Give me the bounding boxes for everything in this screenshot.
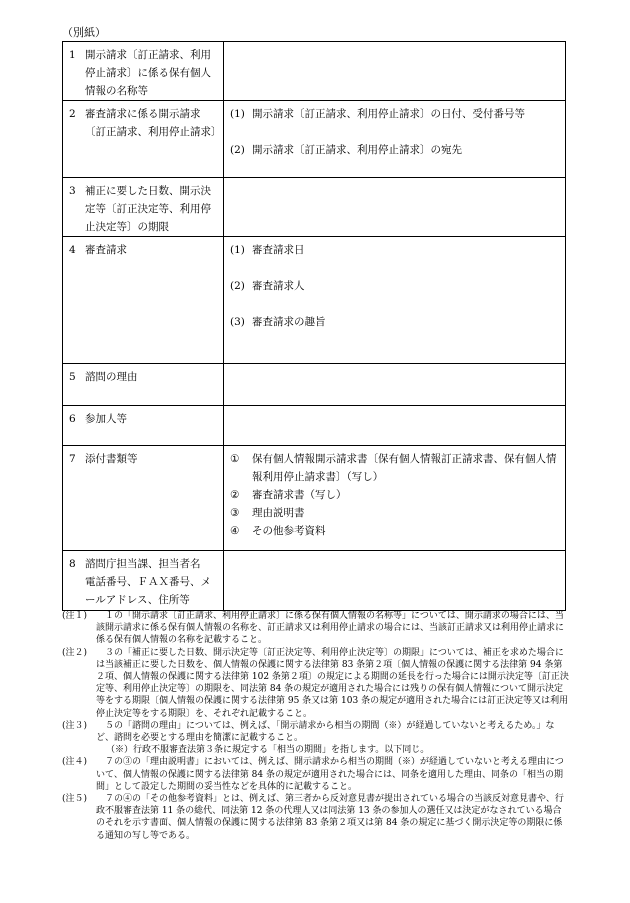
list-item: (3) 審査請求の趣旨 [230,316,326,328]
row-label-cell [63,364,224,406]
list-item: (1) 開示請求〔訂正請求、利用停止請求〕の日付、受付番号等 [230,108,525,120]
row-content-cell [224,42,566,101]
list-item: ④ その他参考資料 [230,525,326,537]
row-number: 4 [69,244,76,256]
row-content-cell [224,178,566,237]
row-number: 8 [69,558,76,570]
form-row [63,178,566,237]
note-3: (注３) ５の「諮問の理由」については、例えば、「開示請求から相当の期間（※）が経過していないと考えるため。」など、諮問を必要とする理由を簡潔に記載すること。 [62,720,555,744]
list-item: (1) 審査請求日 [230,244,305,256]
notes-section [62,610,570,842]
list-item: (2) 開示請求〔訂正請求、利用停止請求〕の宛先 [230,144,462,156]
row-label: 諮問の理由 [85,371,138,383]
row-content-cell [224,446,566,551]
row-content-cell [224,551,566,611]
row-content-cell [224,237,566,364]
list-item: ③ 理由説明書 [230,507,305,519]
row-content-cell [224,101,566,178]
note-3-footnote: （※）行政不服審査法第３条に規定する「相当の期間」を指します。以下同じ。 [106,745,430,756]
row-label-cell [63,446,224,551]
row-label: 審査請求に係る開示請求〔訂正請求、利用停止請求〕 [85,108,222,138]
row-label: 開示請求〔訂正請求、利用停止請求〕に係る保有個人情報の名称等 [85,49,211,97]
row-number: 6 [69,413,76,425]
form-row [63,237,566,364]
list-item: (2) 審査請求人 [230,280,305,292]
note-5: (注５) ７の④の「その他参考資料」とは、例えば、第三者から反対意見書が提出されている場合の当該反対意見書や、行政不服審査法第 11 条の総代、同法第 12 条の代理人又は同法第 13 条の参加人の選任又は決定がなされている場合のそれを示す書面、個人情報の保護に関する法律第 83 条第２項又は第 84 条の規定に基づく開示決定等の期限に係る通知の写し等である。 [62,794,564,841]
row-content-cell [224,364,566,406]
row-label: 補正に要した日数、開示決定等〔訂正決定等、利用停止決定等〕の期限 [85,185,211,233]
row-label-cell [63,101,224,178]
consultation-form-table [62,41,566,611]
row-label-cell [63,406,224,446]
row-number: 5 [69,371,76,383]
row-number: 7 [69,453,76,465]
row-label-cell [63,178,224,237]
row-number: 1 [69,49,76,61]
row-label: 添付書類等 [85,453,138,465]
row-label: 審査請求 [85,244,127,256]
form-row [63,406,566,446]
note-4: (注４) ７の③の「理由説明書」においては、例えば、開示請求から相当の期間（※）が経過していないと考える理由について、個人情報の保護に関する法律第 84 条の規定が適用された場合には、同条を適用した理由、同条の「相当の期間」として設定した期間の妥当性などを具体的に記載すること。 [62,757,564,792]
form-row [63,42,566,101]
row-label-cell [63,42,224,101]
row-number: 3 [69,185,76,197]
row-label: 参加人等 [85,413,127,425]
list-item: ① 保有個人情報開示請求書〔保有個人情報訂正請求書、保有個人情報利用停止請求書〕（写し） [230,453,557,483]
note-2: (注２) ３の「補正に要した日数、開示決定等〔訂正決定等、利用停止決定等〕の期限」については、補正を求めた場合には当該補正に要した日数を、個人情報の保護に関する法律第 83 条第２項〔個人情報の保護に関する法律第 94 条第２項、個人情報の保護に関する法律第 102 条第２項〕の規定による期間の延長を行った場合には開示決定等〔訂正決定等、利用停止決定等〕の期限を、同法第 84 条の規定が適用された場合には残りの保有個人情報について開示決定等をする期限〔個人情報の保護に関する法律第 95 条又は第 103 条の規定が適用された場合には訂正決定等又は利用停止決定等をする期限〕を、それぞれ記載すること。 [62,647,569,719]
list-item: ② 審査請求書（写し） [230,489,347,501]
form-row [63,446,566,551]
form-row [63,551,566,611]
row-label: 諮問庁担当課、担当者名 電話番号、ＦＡＸ番号、メールアドレス、住所等 [85,558,211,606]
note-1: (注１) １の「開示請求〔訂正請求、利用停止請求〕に係る保有個人情報の名称等」については、開示請求の場合には、当該開示請求に係る保有個人情報の名称を、訂正請求又は利用停止請求の場合には、当該訂正請求又は利用停止請求に係る保有個人情報の名称を記載すること。 [62,611,565,646]
row-label-cell [63,237,224,364]
form-row [63,364,566,406]
row-content-cell [224,406,566,446]
row-number: 2 [69,108,76,120]
attachment-label: （別紙） [62,26,106,39]
form-row [63,101,566,178]
row-label-cell [63,551,224,611]
